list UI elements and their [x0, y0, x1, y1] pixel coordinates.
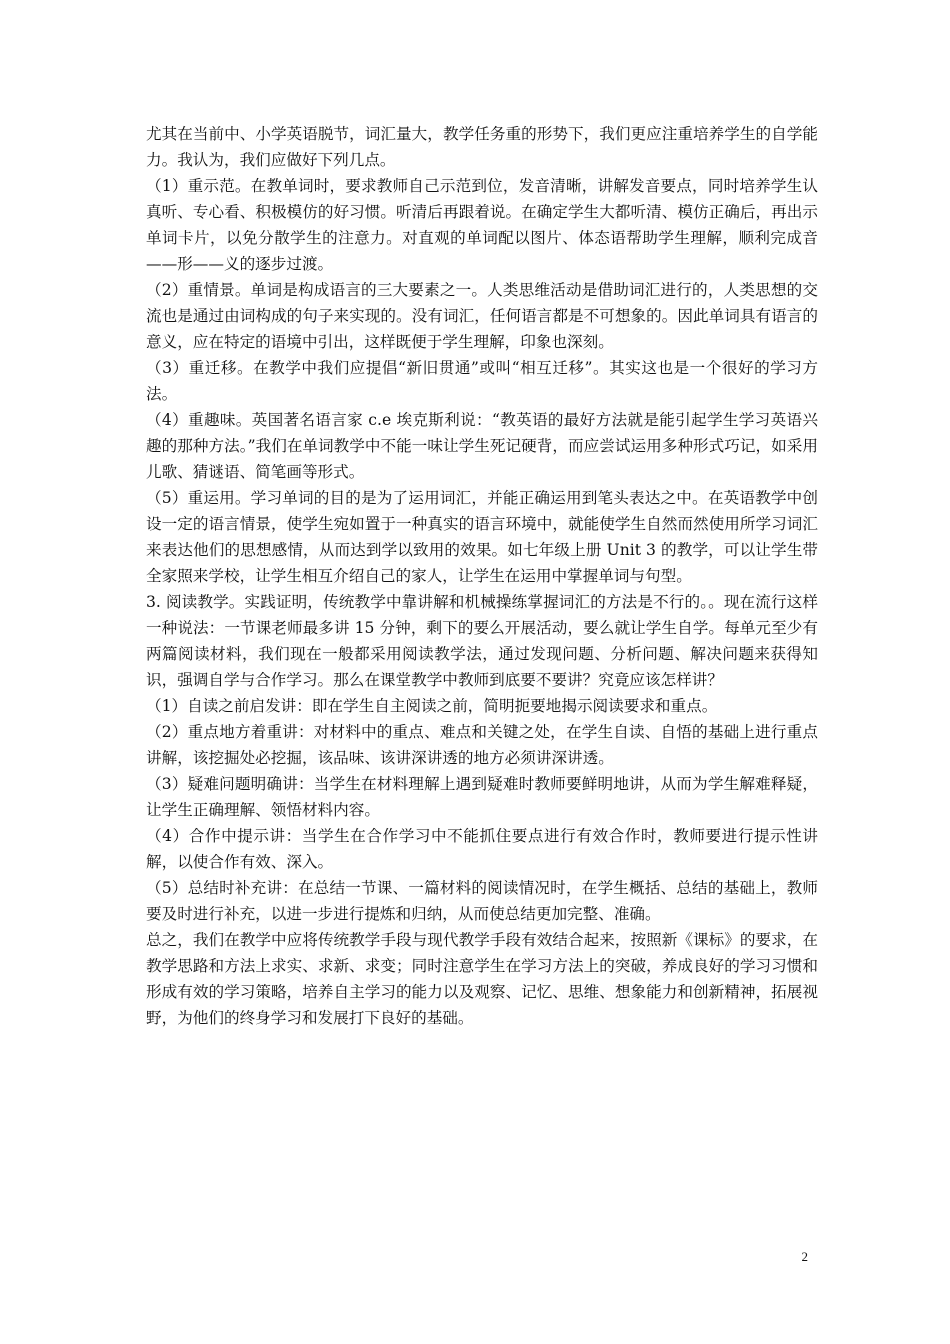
- paragraph-interest: （4）重趣味。英国著名语言家 c.e 埃克斯利说：“教英语的最好方法就是能引起学生学习英语兴趣的那种方法。”我们在单词教学中不能一味让学生死记硬背，而应尝试运用多种形式巧记，如采用儿歌、猜谜语、简笔画等形式。: [146, 411, 818, 481]
- paragraph-conclusion: 总之，我们在教学中应将传统教学手段与现代教学手段有效结合起来，按照新《课标》的要求，在教学思路和方法上求实、求新、求变；同时注意学生在学习方法上的突破，养成良好的学习习惯和形成有效的学习策略，培养自主学习的能力以及观察、记忆、思维、想象能力和创新精神，拓展视野，为他们的终身学习和发展打下良好的基础。: [146, 931, 818, 1027]
- paragraph-demonstration: （1）重示范。在教单词时，要求教师自己示范到位，发音清晰，讲解发音要点，同时培养学生认真听、专心看、积极模仿的好习惯。听清后再跟着说。在确定学生大都听清、模仿正确后，再出示单词卡片，以免分散学生的注意力。对直观的单词配以图片、体态语帮助学生理解，顺利完成音——形——义的逐步过渡。: [146, 177, 818, 273]
- paragraph-key-points: （2）重点地方着重讲：对材料中的重点、难点和关键之处，在学生自读、自悟的基础上进行重点讲解，该挖掘处必挖掘，该品味、该讲深讲透的地方必须讲深讲透。: [146, 723, 818, 767]
- paragraph-summary-supplement: （5）总结时补充讲：在总结一节课、一篇材料的阅读情况时，在学生概括、总结的基础上，教师要及时进行补充，以进一步进行提炼和归纳，从而使总结更加完整、准确。: [146, 879, 818, 923]
- paragraph-intro: 尤其在当前中、小学英语脱节，词汇量大，教学任务重的形势下，我们更应注重培养学生的自学能力。我认为，我们应做好下列几点。: [146, 125, 818, 169]
- paragraph-context: （2）重情景。单词是构成语言的三大要素之一。人类思维活动是借助词汇进行的，人类思想的交流也是通过由词构成的句子来实现的。没有词汇，任何语言都是不可想象的。因此单词具有语言的意义，应在特定的语境中引出，这样既便于学生理解，印象也深刻。: [146, 281, 818, 351]
- paragraph-reading-teaching: 3. 阅读教学。实践证明，传统教学中靠讲解和机械操练掌握词汇的方法是不行的。。现在流行这样一种说法：一节课老师最多讲 15 分钟，剩下的要么开展活动，要么就让学生自学。每单元至少有两篇阅读材料，我们现在一般都采用阅读教学法，通过发现问题、分析问题、解决问题来获得知识，强调自学与合作学习。那么在课堂教学中教师到底要不要讲？究竟应该怎样讲？: [146, 593, 818, 689]
- paragraph-difficulties: （3）疑难问题明确讲：当学生在材料理解上遇到疑难时教师要鲜明地讲，从而为学生解难释疑，让学生正确理解、领悟材料内容。: [146, 775, 818, 819]
- paragraph-application: （5）重运用。学习单词的目的是为了运用词汇，并能正确运用到笔头表达之中。在英语教学中创设一定的语言情景，使学生宛如置于一种真实的语言环境中，就能使学生自然而然使用所学习词汇来表达他们的思想感情，从而达到学以致用的效果。如七年级上册 Unit 3 的教学，可以让学生带全家照来学校，让学生相互介绍自己的家人，让学生在运用中掌握单词与句型。: [146, 489, 818, 585]
- document-body: [146, 121, 818, 1031]
- paragraph-transfer: （3）重迁移。在教学中我们应提倡“新旧贯通”或叫“相互迁移”。其实这也是一个很好的学习方法。: [146, 359, 818, 403]
- paragraph-cooperation: （4）合作中提示讲：当学生在合作学习中不能抓住要点进行有效合作时，教师要进行提示性讲解，以使合作有效、深入。: [146, 827, 818, 871]
- page-number: 2: [801, 1249, 808, 1264]
- paragraph-pre-reading: （1）自读之前启发讲：即在学生自主阅读之前，简明扼要地揭示阅读要求和重点。: [146, 697, 718, 715]
